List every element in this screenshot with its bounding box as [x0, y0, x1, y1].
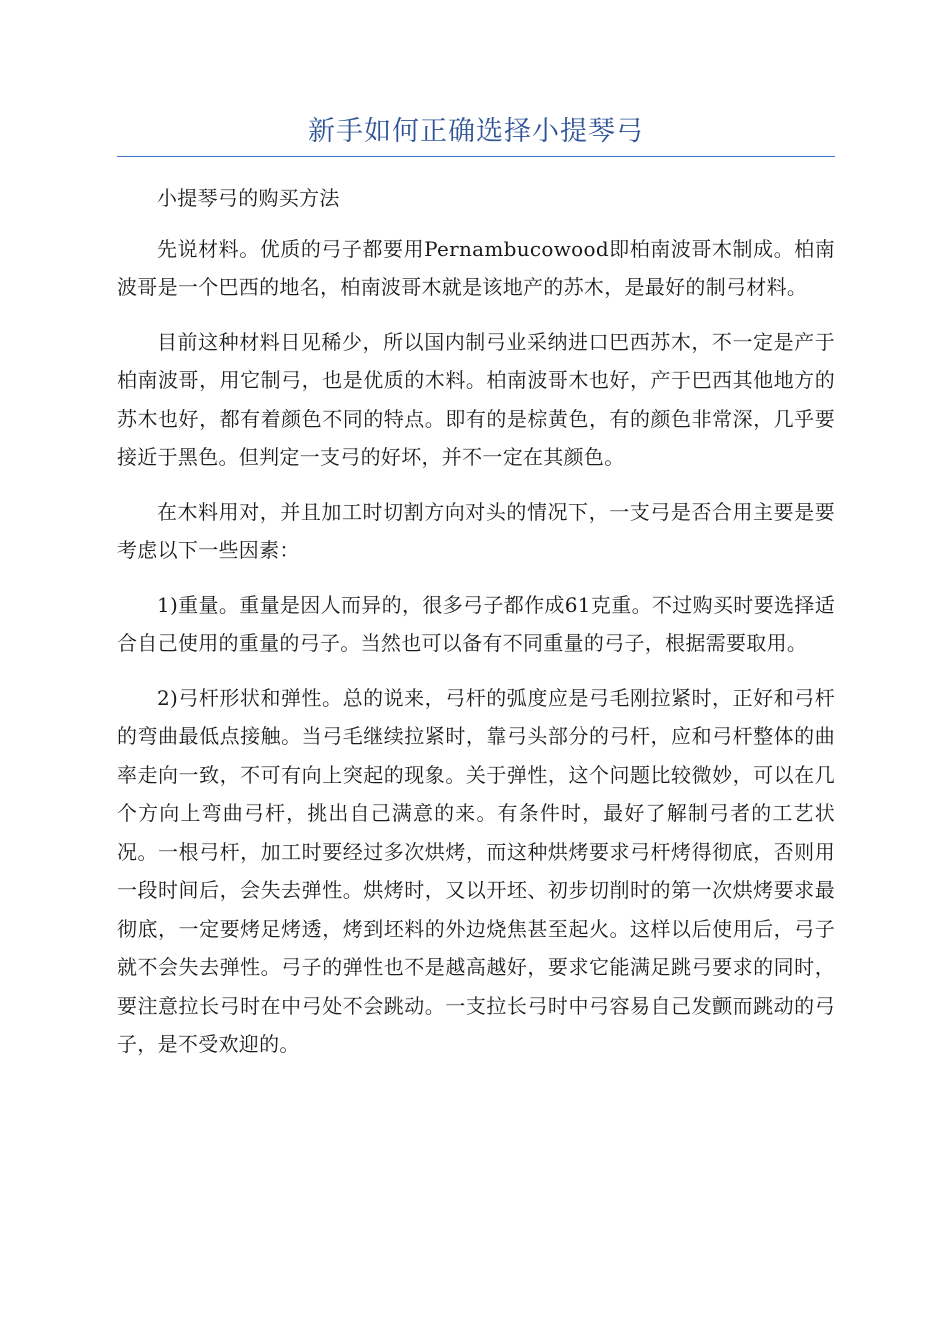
paragraph-materials: 先说材料。优质的弓子都要用Pernambucowood即柏南波哥木制成。柏南波哥是一个巴西的地名，柏南波哥木就是该地产的苏木，是最好的制弓材料。	[117, 236, 835, 299]
paragraph-weight: 1)重量。重量是因人而异的，很多弓子都作成61克重。不过购买时要选择适合自己使用的重量的弓子。当然也可以备有不同重量的弓子，根据需要取用。	[117, 592, 835, 655]
paragraph-sourcing: 目前这种材料日见稀少，所以国内制弓业采纳进口巴西苏木，不一定是产于柏南波哥，用它制弓，也是优质的木料。柏南波哥木也好，产于巴西其他地方的苏木也好，都有着颜色不同的特点。即有的是棕黄色，有的颜色非常深，几乎要接近于黑色。但判定一支弓的好坏，并不一定在其颜色。	[117, 329, 835, 469]
document-title: 新手如何正确选择小提琴弓	[308, 116, 644, 147]
document-page	[117, 110, 835, 1080]
paragraph-shape-elasticity: 2)弓杆形状和弹性。总的说来，弓杆的弧度应是弓毛刚拉紧时，正好和弓杆的弯曲最低点接触。当弓毛继续拉紧时，靠弓头部分的弓杆，应和弓杆整体的曲率走向一致，不可有向上突起的现象。关于弹性，这个问题比较微妙，可以在几个方向上弯曲弓杆，挑出自己满意的来。有条件时，最好了解制弓者的工艺状况。一根弓杆，加工时要经过多次烘烤，而这种烘烤要求弓杆烤得彻底，否则用一段时间后，会失去弹性。烘烤时，又以开坯、初步切削时的第一次烘烤要求最彻底，一定要烤足烤透，烤到坯料的外边烧焦甚至起火。这样以后使用后，弓子就不会失去弹性。弓子的弹性也不是越高越好，要求它能满足跳弓要求的同时，要注意拉长弓时在中弓处不会跳动。一支拉长弓时中弓容易自己发颤而跳动的弓子，是不受欢迎的。	[117, 685, 835, 1056]
paragraph-factors-intro: 在木料用对，并且加工时切割方向对头的情况下，一支弓是否合用主要是要考虑以下一些因素：	[117, 499, 835, 562]
section-heading: 小提琴弓的购买方法	[157, 186, 340, 210]
title-underline	[117, 156, 835, 157]
